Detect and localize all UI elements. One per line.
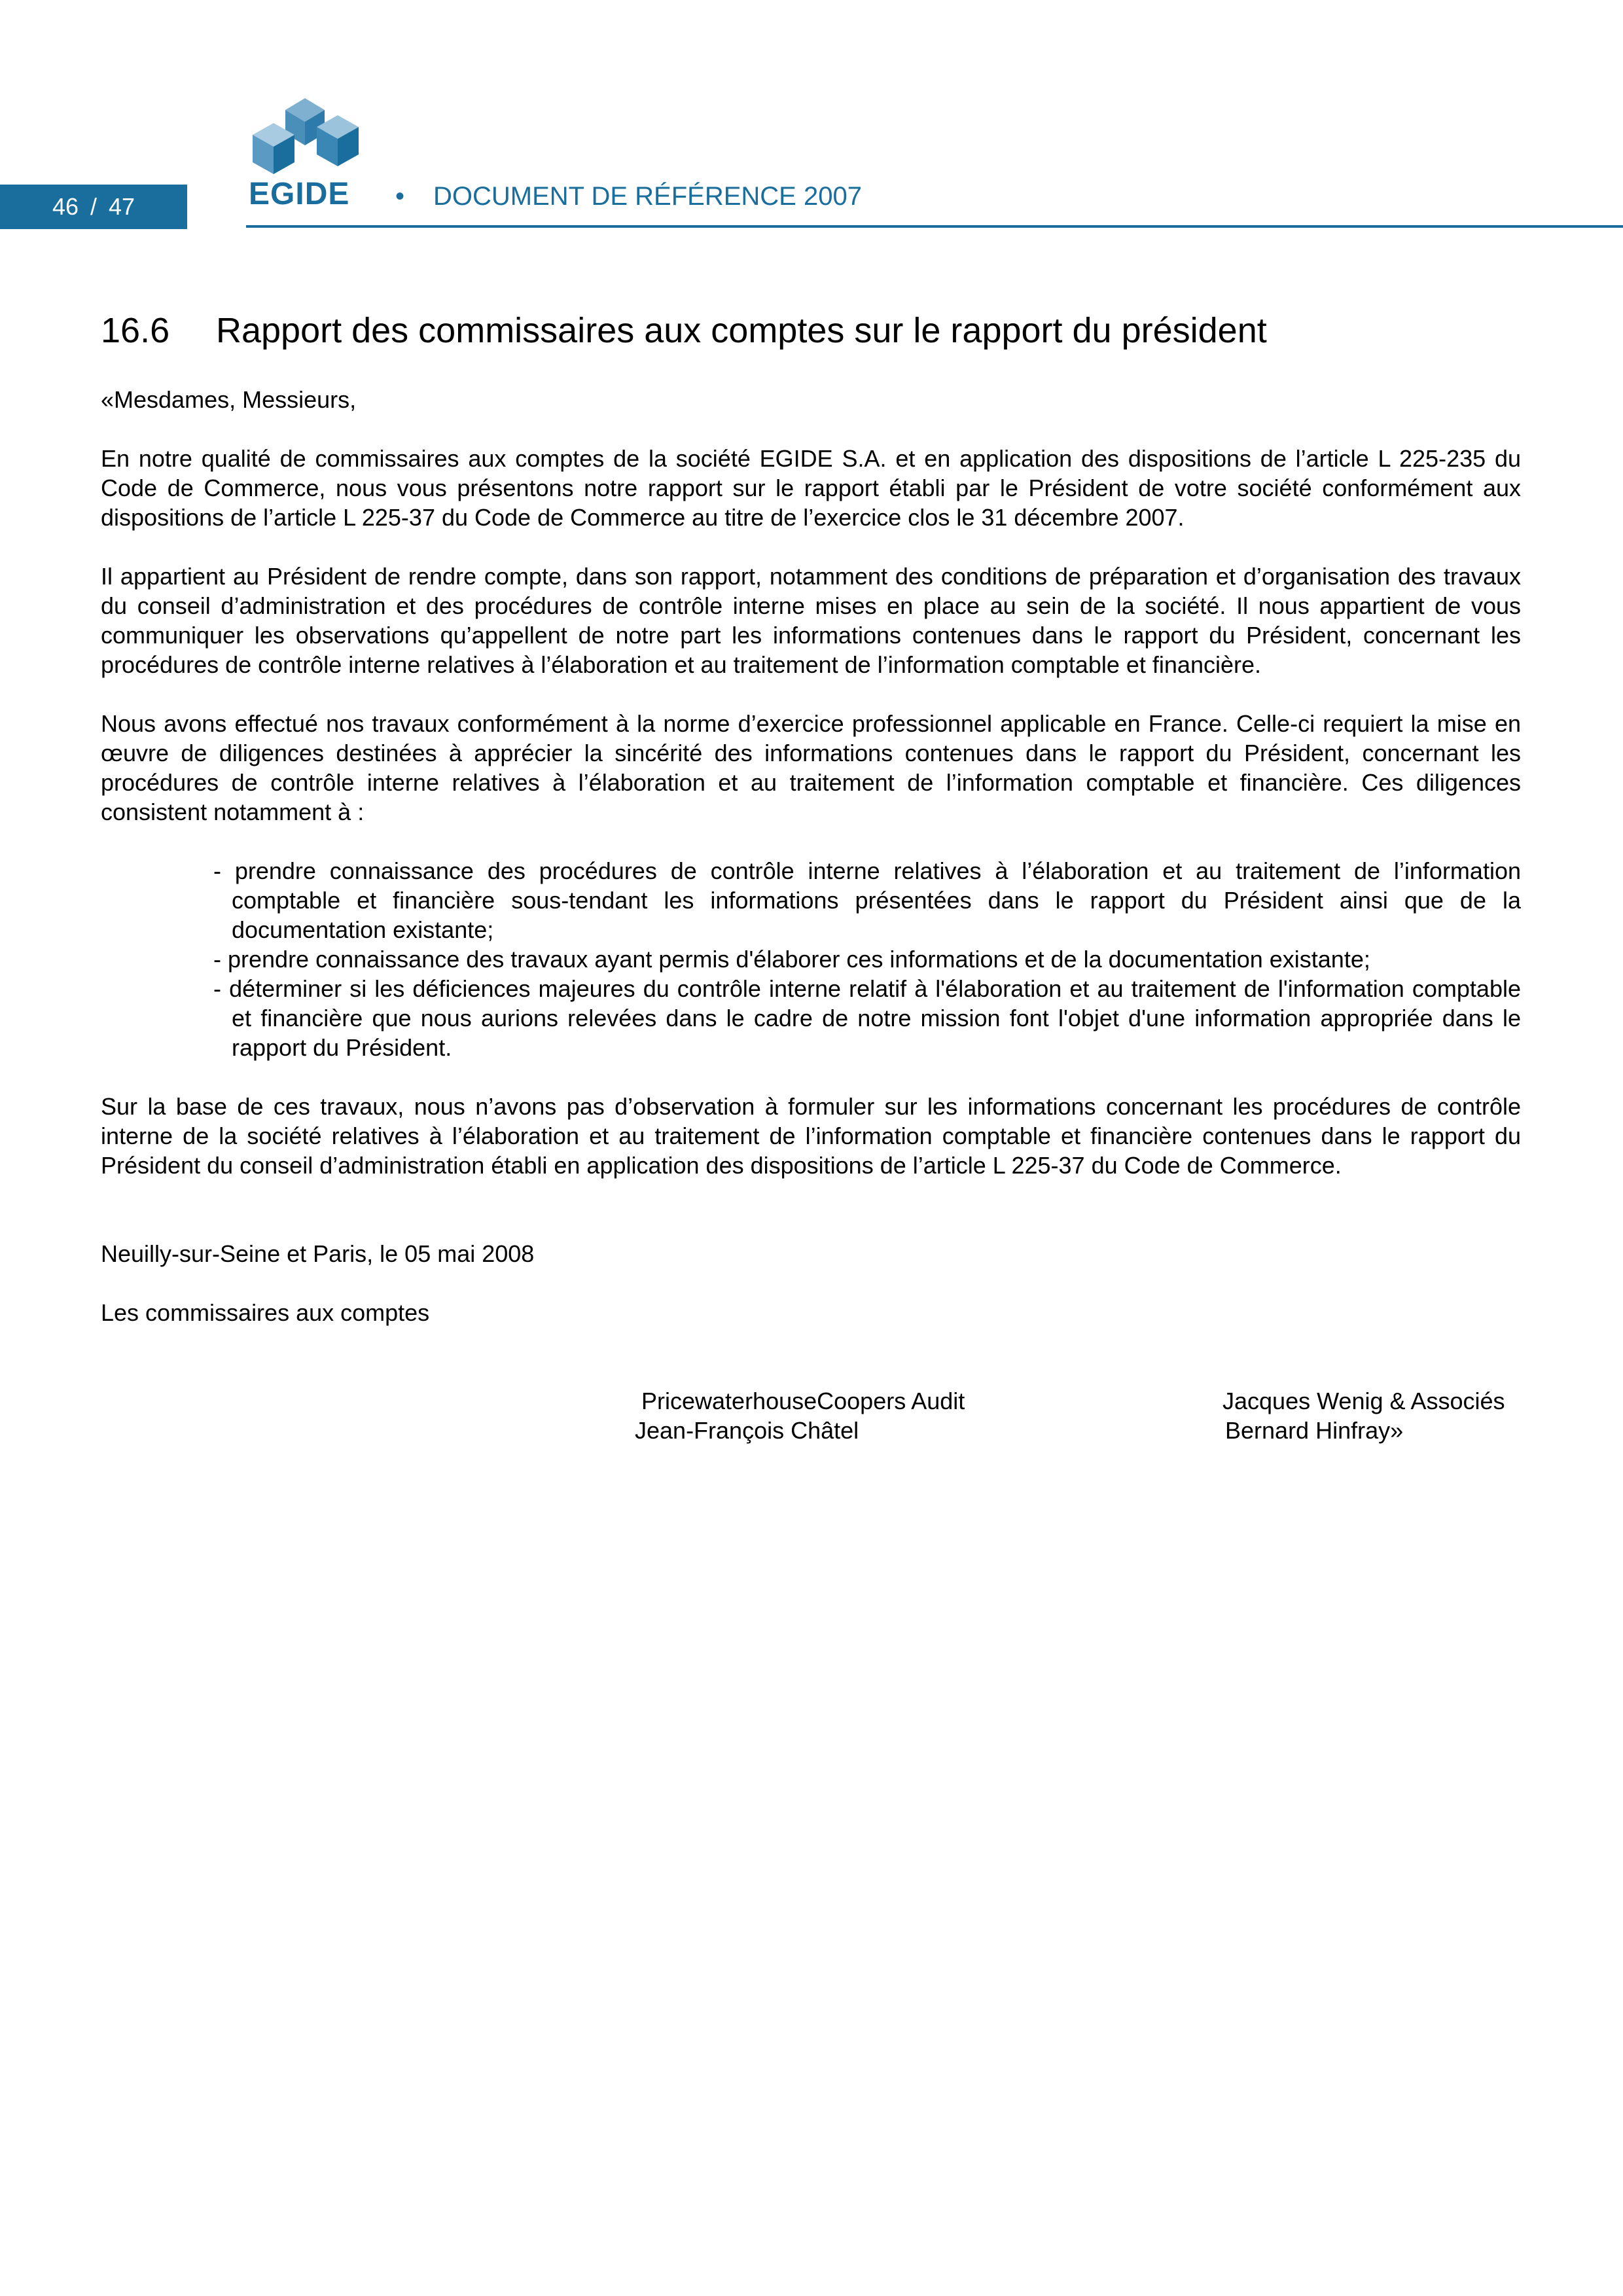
main-content: [101, 301, 1521, 1445]
paragraph-2: Il appartient au Président de rendre compte, dans son rapport, notamment des conditions de préparation et d’organisation des travaux du conseil d’administration et des procédures de contrôle interne mises en place au sein de la société. Il nous appartient de vous communiquer les observations qu’appellent de notre part les informations contenues dans le rapport du Président, concernant les procédures de contrôle interne relatives à l’élaboration et au traitement de l’information comptable et financière.: [101, 563, 1521, 678]
page-total: 47: [109, 193, 135, 220]
signature-left-firm: PricewaterhouseCoopers Audit: [641, 1388, 965, 1414]
paragraph-3: Nous avons effectué nos travaux conformément à la norme d’exercice professionnel applicable en France. Celle-ci requiert la mise en œuvre de diligences destinées à apprécier la sincérité des informations contenues dans le rapport du Président, concernant les procédures de contrôle interne relatives à l’élaboration et au traitement de l’information comptable et financière. Ces diligences consistent notamment à :: [101, 710, 1521, 825]
list-item: - prendre connaissance des travaux ayant permis d'élaborer ces informations et de la documentation existante;: [213, 946, 1370, 973]
signature-left-person: Jean-François Châtel: [635, 1417, 859, 1444]
section-title: Rapport des commissaires aux comptes sur le rapport du président: [216, 311, 1267, 350]
paragraph-1: En notre qualité de commissaires aux comptes de la société EGIDE S.A. et en application des dispositions de l’article L 225-235 du Code de Commerce, nous vous présentons notre rapport sur le rapport établi par le Président de votre société conformément aux dispositions de l’article L 225-37 du Code de Commerce au titre de l’exercice clos le 31 décembre 2007.: [101, 445, 1521, 531]
section-heading: [101, 301, 1521, 360]
list-item: - prendre connaissance des procédures de contrôle interne relatives à l’élaboration et au traitement de l’information comptable et financière sous-tendant les informations présentées dans le rapport du Président ainsi que de la documentation existante;: [213, 857, 1521, 943]
signature-right-person: Bernard Hinfray»: [1225, 1417, 1404, 1444]
conclusion-paragraph: Sur la base de ces travaux, nous n’avons pas d’observation à formuler sur les informations concernant les procédures de contrôle interne de la société relatives à l’élaboration et au traitement de l’information comptable et financière contenues dans le rapport du Président du conseil d’administration établi en application des dispositions de l’article L 225-37 du Code de Commerce.: [101, 1093, 1521, 1179]
header-rule: [246, 225, 1623, 228]
signature-right-firm: Jacques Wenig & Associés: [1222, 1388, 1505, 1414]
place-date: Neuilly-sur-Seine et Paris, le 05 mai 2008: [101, 1240, 535, 1267]
procedures-list: [101, 856, 1521, 1062]
page-current: 46: [52, 193, 79, 220]
document-title: DOCUMENT DE RÉFÉRENCE 2007: [433, 182, 862, 211]
logo-wordmark: EGIDE: [249, 177, 350, 211]
list-item: - déterminer si les déficiences majeures du contrôle interne relatif à l'élaboration et au traitement de l'information comptable et financière que nous aurions relevées dans le cadre de notre mission font l'objet d'une information appropriée dans le rapport du Président.: [213, 975, 1521, 1061]
page-number-tab: [0, 185, 187, 229]
signature-block: [101, 1386, 1521, 1445]
signatories-intro: Les commissaires aux comptes: [101, 1299, 430, 1326]
header-bullet: •: [395, 182, 405, 211]
page-separator: /: [90, 193, 97, 220]
salutation: «Mesdames, Messieurs,: [101, 386, 357, 413]
section-number: 16.6: [101, 311, 170, 350]
